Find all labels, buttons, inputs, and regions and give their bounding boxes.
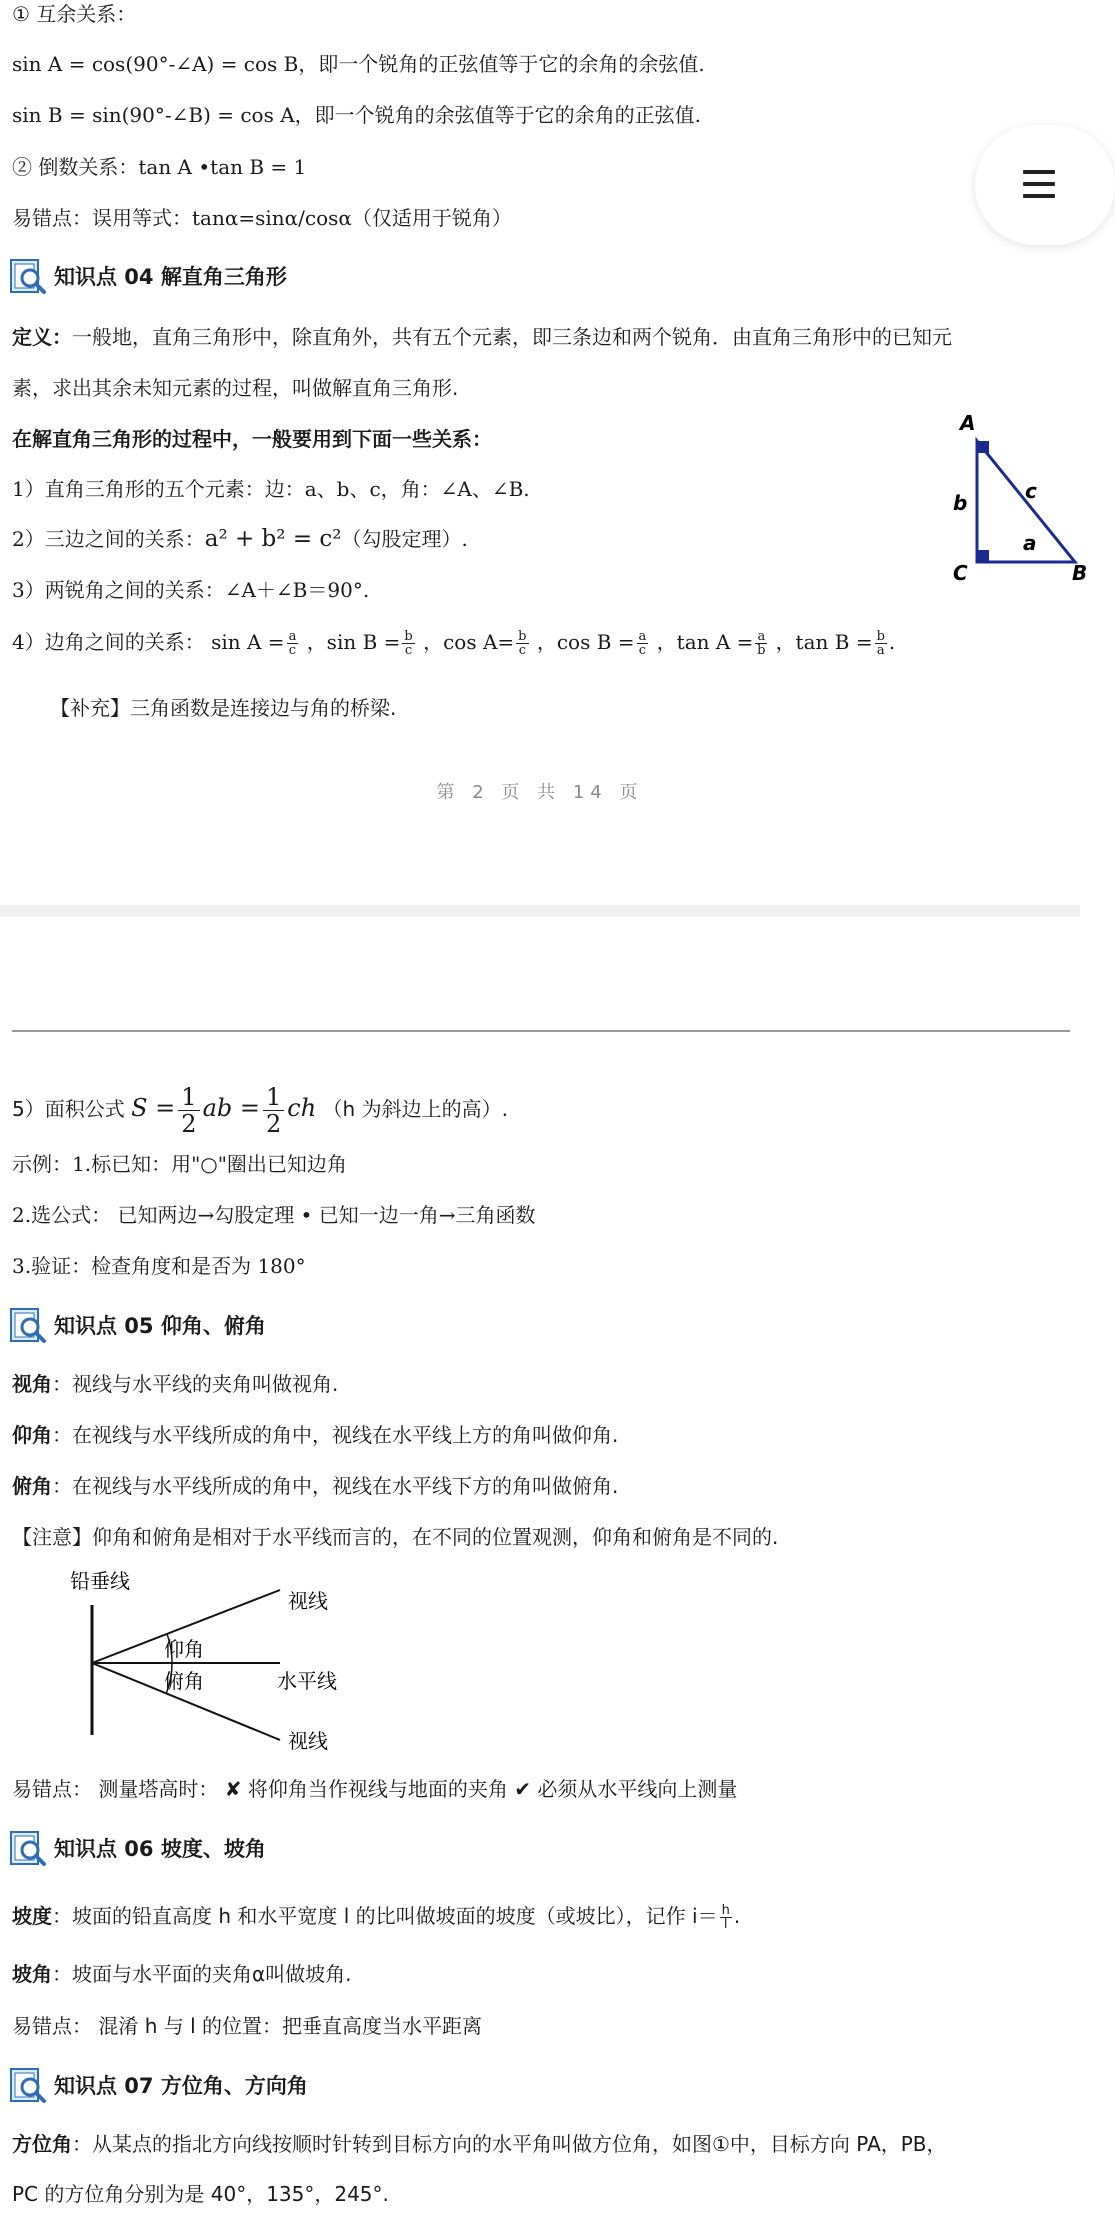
cos-b-label: ，cos B = <box>536 630 635 654</box>
fraction-denominator: 2 <box>265 1110 282 1138</box>
sin-b-fraction <box>402 630 414 657</box>
example-3: 3.验证：检查角度和是否为 180° <box>12 1254 306 1278</box>
magnifier-book-icon <box>8 1828 48 1868</box>
tan-a-fraction <box>755 630 767 657</box>
sin-a-fraction <box>287 630 299 657</box>
reciprocal-relation: ② 倒数关系：tan A •tan B = 1 <box>12 155 307 179</box>
complement-title: ① 互余关系： <box>12 2 137 26</box>
page-separator <box>0 905 1080 917</box>
sight-top-label: 视线 <box>288 1589 328 1613</box>
vertex-a-marker <box>977 441 989 453</box>
area-fraction-2 <box>263 1084 284 1137</box>
slope-angle-def <box>12 1960 352 1988</box>
magnifier-book-icon <box>8 2065 48 2105</box>
complement-line2: sin B = sin(90°-∠B) = cos A，即一个锐角的余弦值等于它的余角的正弦值. <box>12 103 702 127</box>
supplement-note: 【补充】三角函数是连接边与角的桥梁. <box>50 696 397 720</box>
slope-angle-text: ：坡面与水平面的夹角α叫做坡角. <box>52 1962 352 1986</box>
view-angle-label: 视角 <box>12 1372 52 1396</box>
section-title: 知识点 04 解直角三角形 <box>54 265 287 289</box>
right-method: 必须从水平线向上测量 <box>537 1777 738 1801</box>
cos-a-label: ，cos A= <box>423 630 515 654</box>
area-suffix: （h 为斜边上的高）. <box>322 1097 508 1121</box>
plumb-label: 铅垂线 <box>70 1569 130 1593</box>
area-ab: ab = <box>202 1094 260 1122</box>
section-heading-05 <box>8 1305 266 1345</box>
pitfall-line: 易错点：误用等式：tanα=sinα/cosα（仅适用于锐角） <box>12 206 512 230</box>
section-title: 知识点 05 仰角、俯角 <box>54 1314 266 1338</box>
elevation-angle-label: 仰角 <box>12 1423 52 1447</box>
relation-1: 1）直角三角形的五个元素：边：a、b、c，角：∠A、∠B. <box>12 477 530 501</box>
relation-3: 3）两锐角之间的关系：∠A＋∠B＝90°. <box>12 578 370 602</box>
view-angle-text: ：视线与水平线的夹角叫做视角. <box>52 1372 339 1396</box>
elevation-angle-text: ：在视线与水平线所成的角中，视线在水平线上方的角叫做仰角. <box>52 1423 619 1447</box>
right-angle-marker <box>977 550 989 562</box>
relation-4-prefix: 4）边角之间的关系： <box>12 630 205 654</box>
elevation-angle-def <box>12 1421 618 1449</box>
fraction-numerator: b <box>518 629 527 644</box>
menu-button[interactable] <box>975 125 1115 245</box>
check-icon: ✔ <box>514 1777 531 1801</box>
fraction-denominator: c <box>638 643 647 658</box>
slope-label: 坡度 <box>12 1904 52 1928</box>
area-fraction-1 <box>178 1084 199 1137</box>
hamburger-icon <box>1023 170 1055 206</box>
magnifier-book-icon <box>8 256 48 296</box>
azimuth-text1: ：从某点的指北方向线按顺时针转到目标方向的水平角叫做方位角，如图①中，目标方向 PA，PB， <box>72 2132 947 2156</box>
slope-fraction <box>720 1904 732 1931</box>
tan-a-label: ，tan A = <box>656 630 754 654</box>
area-ch: ch <box>287 1094 317 1122</box>
relation-2 <box>12 525 468 553</box>
depression-label: 俯角 <box>164 1669 204 1693</box>
example-1: 示例：1.标已知：用"○"圈出已知边角 <box>12 1152 347 1176</box>
pitfall-prefix: 易错点： 测量塔高时： <box>12 1777 219 1801</box>
definition-line1 <box>12 323 952 351</box>
vertex-a-label: A <box>960 411 976 435</box>
elevation-depression-diagram <box>40 1560 370 1760</box>
elevation-label: 仰角 <box>164 1637 204 1661</box>
section-heading-07 <box>8 2065 308 2105</box>
pythagoras-formula: a² + b² = c² <box>204 526 342 552</box>
section-heading-04 <box>8 256 287 296</box>
fraction-numerator: a <box>638 629 647 644</box>
horizontal-label: 水平线 <box>277 1669 337 1693</box>
slope-angle-label: 坡角 <box>12 1962 52 1986</box>
slope-end: . <box>733 1904 741 1928</box>
attention-note: 【注意】仰角和俯角是相对于水平线而言的，在不同的位置观测，仰角和俯角是不同的. <box>12 1525 779 1549</box>
side-c-label: c <box>1025 479 1037 503</box>
slope-text: ：坡面的铅直高度 h 和水平宽度 l 的比叫做坡面的坡度（或坡比），记作 i＝ <box>52 1904 718 1928</box>
area-formula <box>12 1078 508 1139</box>
example-2: 2.选公式： 已知两边→勾股定理 • 已知一边一角→三角函数 <box>12 1203 536 1227</box>
right-triangle-diagram <box>945 410 1088 590</box>
fraction-denominator: b <box>757 643 766 658</box>
cos-a-fraction <box>516 630 528 657</box>
relation-4 <box>12 628 895 657</box>
definition-text1: 一般地，直角三角形中，除直角外，共有五个元素，即三条边和两个锐角．由直角三角形中的已知元 <box>72 325 952 349</box>
depression-angle-text: ：在视线与水平线所成的角中，视线在水平线下方的角叫做俯角. <box>52 1474 619 1498</box>
tower-pitfall <box>12 1775 737 1803</box>
area-prefix: 5）面积公式 <box>12 1097 125 1121</box>
relation-2-prefix: 2）三边之间的关系： <box>12 527 205 551</box>
fraction-denominator: c <box>288 643 297 658</box>
fraction-numerator: a <box>288 629 297 644</box>
cross-icon: ✘ <box>224 1777 242 1801</box>
fraction-numerator: 1 <box>178 1084 199 1111</box>
definition-line2: 素，求出其余未知元素的过程，叫做解直角三角形. <box>12 376 459 400</box>
section-title: 知识点 07 方位角、方向角 <box>54 2074 308 2098</box>
vertex-c-label: C <box>953 561 968 585</box>
relations-title: 在解直角三角形的过程中，一般要用到下面一些关系： <box>12 427 492 451</box>
relation-4-end: . <box>888 630 896 654</box>
fraction-numerator: a <box>757 629 766 644</box>
page-indicator: 第 2 页 共 14 页 <box>436 782 644 803</box>
sight-bottom-label: 视线 <box>288 1729 328 1753</box>
fraction-denominator: 2 <box>181 1110 197 1138</box>
side-a-label: a <box>1023 531 1037 555</box>
complement-line1: sin A = cos(90°-∠A) = cos B，即一个锐角的正弦值等于它的余角的余弦值. <box>12 52 705 76</box>
tan-b-fraction <box>875 630 887 657</box>
depression-angle-def <box>12 1472 618 1500</box>
azimuth-label: 方位角 <box>12 2132 72 2156</box>
fraction-denominator: c <box>518 643 526 658</box>
tan-b-label: ，tan B = <box>775 630 873 654</box>
slope-pitfall: 易错点： 混淆 h 与 l 的位置：把垂直高度当水平距离 <box>12 2014 483 2038</box>
vertex-b-label: B <box>1072 561 1088 585</box>
fraction-numerator: b <box>876 629 885 644</box>
horizontal-rule <box>12 1030 1070 1032</box>
azimuth-line2: PC 的方位角分别为是 40°，135°，245°. <box>12 2182 389 2206</box>
fraction-numerator: 1 <box>263 1084 284 1111</box>
fraction-numerator: h <box>721 1903 730 1918</box>
fraction-denominator: c <box>404 643 413 658</box>
fraction-denominator: a <box>876 643 885 658</box>
azimuth-def <box>12 2130 947 2158</box>
fraction-denominator: l <box>723 1917 728 1932</box>
side-b-label: b <box>953 491 968 515</box>
section-title: 知识点 06 坡度、坡角 <box>54 1837 266 1861</box>
fraction-numerator: b <box>404 629 413 644</box>
depression-angle-label: 俯角 <box>12 1474 52 1498</box>
slope-def <box>12 1902 740 1931</box>
view-angle-def <box>12 1370 338 1398</box>
sin-a-label: sin A = <box>211 630 285 654</box>
definition-label: 定义： <box>12 325 72 349</box>
magnifier-book-icon <box>8 1305 48 1345</box>
wrong-method: 将仰角当作视线与地面的夹角 <box>247 1777 508 1801</box>
sin-b-label: ，sin B = <box>306 630 401 654</box>
cos-b-fraction <box>637 630 649 657</box>
relation-2-suffix: （勾股定理）. <box>341 527 468 551</box>
section-heading-06 <box>8 1828 266 1868</box>
area-s: S = <box>131 1094 176 1122</box>
